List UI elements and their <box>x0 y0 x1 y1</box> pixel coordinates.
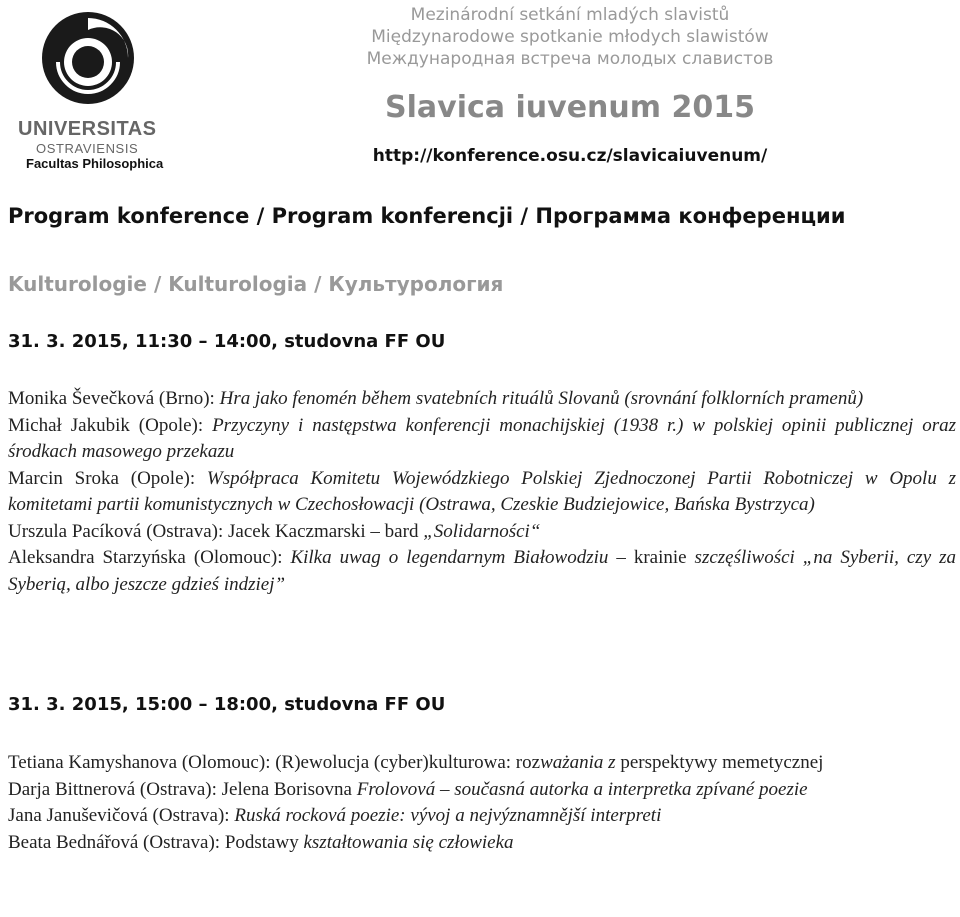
talk-item <box>8 466 956 519</box>
program-heading: Program konference / Program konferencji / Программа конференции <box>8 204 846 228</box>
section-heading: Kulturologie / Kulturologia / Культурология <box>8 272 504 296</box>
talk-title-continued: szczęśliwości „na Syberii, czy za Syberią, albo jeszcze gdzieś indziej” <box>8 547 956 595</box>
session-title-1: 31. 3. 2015, 11:30 – 14:00, studovna FF OU <box>8 331 446 352</box>
talk-author: Monika Ševečková (Brno): <box>8 388 220 409</box>
subtitle-czech: Mezinárodní setkání mladých slavistů <box>410 5 730 25</box>
talk-title: Przyczyny i następstwa konferencji monachijskiej (1938 r. <box>212 414 678 436</box>
talk-title: Współpraca Komitetu Wojewódzkiego Polskiej Zjednoczonej Partii Robotniczej w Opolu z komitetami partii komunistycznych w Czechosłowacji (Ostrawa, Czeskie Budziejowice, Bańska Bystrzyca) <box>8 467 956 515</box>
talk-title: Frolovová – současná autorka a interpretka zpívané poezie <box>356 778 808 800</box>
talk-item <box>8 519 956 546</box>
logo-text-ostraviensis: OSTRAVIENSIS <box>36 141 139 156</box>
conference-url-link[interactable]: http://konference.osu.cz/slavicaiuvenum/ <box>372 146 768 166</box>
session-2-talks <box>8 750 956 856</box>
subtitle-polish: Międzynarodowe spotkanie młodych slawistów <box>371 27 769 47</box>
talk-author: Marcin Sroka (Opole): <box>8 467 207 489</box>
talk-item <box>8 803 956 830</box>
talk-author: Aleksandra Starzyńska (Olomouc): <box>8 547 291 568</box>
talk-author: Michał Jakubik (Opole): <box>8 414 213 436</box>
university-logo <box>14 10 164 170</box>
logo-text-universitas: UNIVERSITAS <box>18 118 157 140</box>
talk-item <box>8 545 956 598</box>
talk-item <box>8 413 956 466</box>
talk-title: „Solidarności“ <box>423 520 541 542</box>
talk-title: Ruská rocková poezie: vývoj a nejvýznamnější interpreti <box>234 805 662 826</box>
talk-author: Darja Bittnerová (Ostrava): Jelena Borisovna <box>8 778 357 800</box>
talk-item <box>8 750 956 777</box>
session-title-2: 31. 3. 2015, 15:00 – 18:00, studovna FF OU <box>8 694 446 715</box>
talk-author: Urszula Pacíková (Ostrava): Jacek Kaczmarski – bard <box>8 520 424 542</box>
talk-title: Hra jako fenomén během svatebních rituálů Slovanů (srovnání folklorních pramenů) <box>219 388 864 409</box>
talk-item <box>8 777 956 804</box>
talk-author: Tetiana Kamyshanova (Olomouc): (R)ewolucja (cyber)kulturowa: roz <box>8 752 541 773</box>
talk-item <box>8 830 956 857</box>
talk-item <box>8 386 956 413</box>
subtitle-russian: Международная встреча молодых славистов <box>366 49 774 69</box>
talk-title-continued: ) w polskiej opinii publicznej oraz środkach masowego przekazu <box>8 414 956 462</box>
talk-title-plain: krainie <box>625 547 695 568</box>
talk-author: Jana Januševičová (Ostrava): <box>8 805 235 826</box>
talk-title: Kilka uwag o legendarnym Białowodziu – <box>290 547 626 568</box>
talk-title: ważania z <box>540 752 616 773</box>
talk-title: kształtowania się człowieka <box>303 831 514 853</box>
conference-title: Slavica iuvenum 2015 <box>385 90 755 125</box>
university-emblem-icon <box>40 10 136 106</box>
talk-title-plain: perspektywy memetycznej <box>615 752 824 773</box>
conference-subtitles <box>300 4 840 70</box>
logo-text-faculty: Facultas Philosophica <box>26 156 164 171</box>
session-1-talks <box>8 386 956 598</box>
talk-author: Beata Bednářová (Ostrava): Podstawy <box>8 831 304 853</box>
